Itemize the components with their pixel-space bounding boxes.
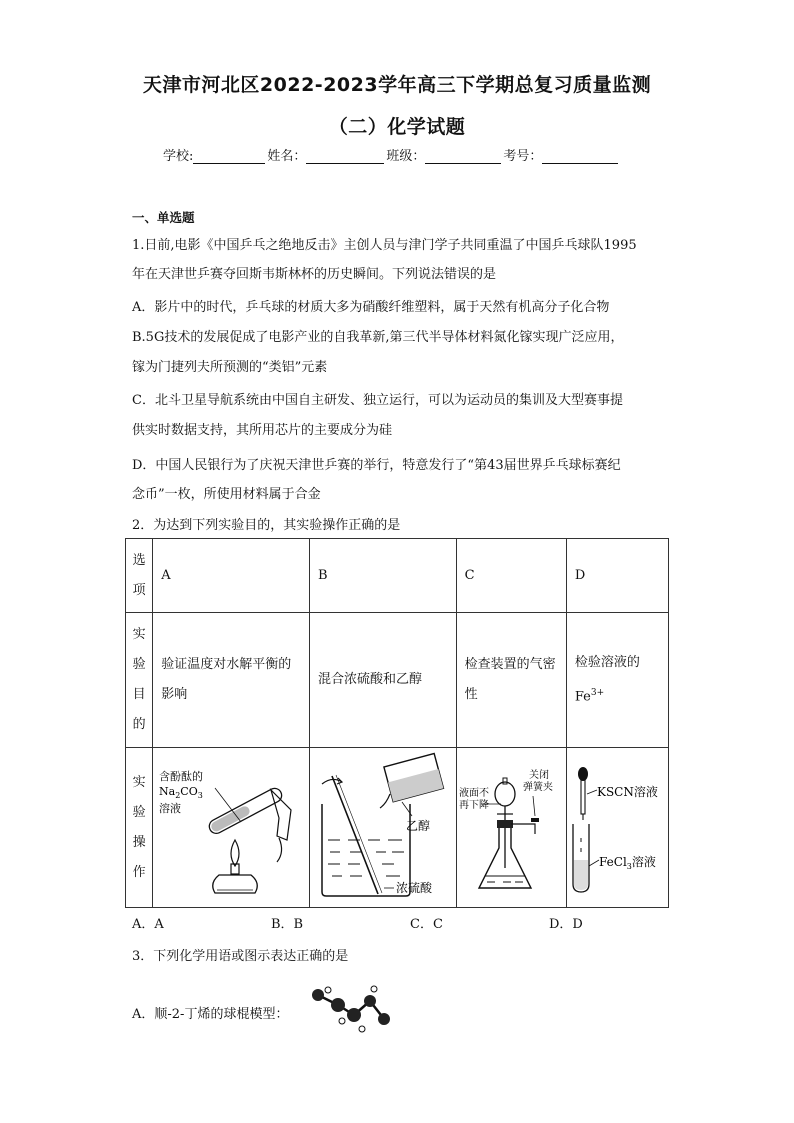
figure-d-test-tube-dropper (567, 748, 667, 903)
hydrogen-atom (371, 986, 377, 992)
q1-option-c-line2: 供实时数据支持，其所用芯片的主要成分为硅 (132, 423, 393, 438)
q2-option-c: C．C (410, 917, 443, 932)
operation-label-char: 作 (132, 864, 146, 880)
fig-a-co: CO (180, 785, 199, 798)
spring-clamp-icon (531, 818, 539, 822)
section-heading: 一、单选题 (132, 210, 195, 225)
ion-symbol: Fe (574, 689, 591, 705)
figure-c-cell (456, 748, 566, 908)
exam-no-blank (542, 149, 618, 164)
fig-d-fecl-sub: 3 (626, 862, 632, 871)
fig-d-fecl: FeCl (598, 855, 627, 869)
fig-a-label3: 溶液 (159, 802, 182, 815)
name-label: 姓名： (267, 149, 307, 164)
carbon-atom (378, 1013, 390, 1025)
hydrogen-atom (325, 987, 331, 993)
header-label-char: 项 (132, 582, 146, 598)
purpose-label-char: 目 (132, 687, 146, 702)
purpose-label-char: 实 (132, 627, 146, 642)
fig-d-fecl3-label (599, 854, 656, 871)
fig-a-label2 (159, 785, 203, 800)
col-a-header: A (153, 539, 310, 613)
cis-2-butene-ball-stick-model (304, 985, 394, 1035)
q2-option-b: B．B (271, 917, 304, 932)
q1-stem-line2: 年在天津世乒赛夺回斯韦斯林杯的历史瞬间。下列说法错误的是 (132, 267, 497, 282)
q2-operation-row (126, 748, 669, 908)
fig-c-label1: 液面不 (458, 788, 489, 799)
operation-label-cell (126, 748, 153, 908)
q1-option-d-line1: D．中国人民银行为了庆祝天津世乒赛的举行，特意发行了“第43届世界乒乓球标赛纪 (132, 458, 621, 473)
exam-title-line1: 天津市河北区2022-2023学年高三下学期总复习质量监测 (142, 74, 652, 96)
carbon-atom (331, 998, 345, 1012)
fig-a-na: Na (159, 785, 176, 798)
flame-icon (231, 840, 239, 866)
operation-label-char: 操 (132, 834, 146, 850)
header-label-cell (126, 539, 153, 613)
fig-a-sub1: 2 (175, 791, 181, 800)
q3-stem: 3．下列化学用语或图示表达正确的是 (132, 949, 349, 964)
col-d-header: D (566, 539, 668, 613)
q2-stem: 2．为达到下列实验目的，其实验操作正确的是 (132, 518, 401, 533)
figure-a-cell (153, 748, 310, 908)
exam-no-label: 考号： (503, 149, 543, 164)
fig-c-label-right2: 弹簧夹 (522, 782, 553, 793)
purpose-b: 混合浓硫酸和乙醇 (310, 613, 457, 748)
purpose-d (566, 613, 668, 748)
school-blank (193, 149, 265, 164)
q2-header-row (126, 539, 669, 613)
student-info-row (163, 145, 620, 164)
col-c-header: C (456, 539, 566, 613)
purpose-d-ion (575, 678, 668, 712)
q1-option-b-line1: B.5G技术的发展促成了电影产业的自我革新,第三代半导体材料氮化镓实现广泛应用， (132, 330, 624, 345)
class-blank (425, 149, 501, 164)
funnel-icon (495, 782, 515, 806)
operation-label-char: 实 (132, 774, 146, 790)
q2-purpose-row (126, 613, 669, 748)
bottle-icon (384, 754, 444, 802)
operation-label-char: 验 (132, 804, 146, 820)
purpose-label-char: 的 (132, 717, 146, 732)
figure-b-beaker-pour (310, 748, 446, 903)
figure-a-heating-tube (153, 748, 299, 903)
liquid-lines (328, 840, 404, 876)
carbon-atom (347, 1008, 361, 1022)
q2-option-d: D．D (549, 917, 583, 932)
ion-charge: 3+ (590, 687, 605, 698)
purpose-label-cell (126, 613, 153, 748)
exam-title-line2: （二）化学试题 (328, 116, 466, 138)
figure-d-cell (566, 748, 668, 908)
q1-option-b-line2: 镓为门捷列夫所预测的“类铝”元素 (132, 360, 328, 375)
hydrogen-atom (339, 1018, 345, 1024)
q1-option-a: A．影片中的时代，乒乓球的材质大多为硝酸纤维塑料，属于天然有机高分子化合物 (132, 300, 610, 315)
fig-c-label-right1: 关闭 (528, 770, 549, 781)
col-b-header: B (310, 539, 457, 613)
fig-c-label2: 再下降 (458, 800, 489, 811)
q1-option-d-line2: 念币”一枚，所使用材料属于合金 (132, 487, 321, 502)
hydrogen-atom (359, 1026, 365, 1032)
q2-option-a: A．A (132, 917, 164, 932)
name-blank (306, 149, 384, 164)
purpose-d-text: 检验溶液的 (574, 654, 640, 670)
fig-a-sub2: 3 (198, 791, 204, 800)
purpose-a: 验证温度对水解平衡的影响 (153, 613, 310, 748)
fig-d-fecl-tail: 溶液 (631, 855, 656, 869)
class-label: 班级： (386, 149, 426, 164)
carbon-atom (364, 995, 376, 1007)
header-label-char: 选 (132, 552, 146, 568)
carbon-atom (312, 989, 324, 1001)
stopper-icon (497, 820, 513, 828)
q1-stem-line1: 1.日前,电影《中国乒乓之绝地反击》主创人员与津门学子共同重温了中国乒乓球队1995 (132, 238, 637, 253)
q2-table (125, 538, 669, 908)
fig-d-kscn-label: KSCN溶液 (596, 785, 658, 799)
fig-a-label1: 含酚酞的 (159, 770, 204, 783)
figure-c-airtight-check (457, 748, 557, 903)
dropper-icon (578, 767, 588, 781)
q1-option-c-line1: C．北斗卫星导航系统由中国自主研发、独立运行，可以为运动员的集训及大型赛事提 (132, 393, 623, 408)
purpose-label-char: 验 (132, 657, 146, 672)
purpose-c: 检查装置的气密性 (456, 613, 566, 748)
q3-option-a: A．顺-2-丁烯的球棍模型： (132, 1007, 289, 1022)
school-label: 学校: (163, 149, 194, 164)
figure-b-cell (310, 748, 457, 908)
fig-b-ethanol-label: 乙醇 (406, 819, 431, 833)
fig-b-acid-label: 浓硫酸 (396, 881, 433, 895)
